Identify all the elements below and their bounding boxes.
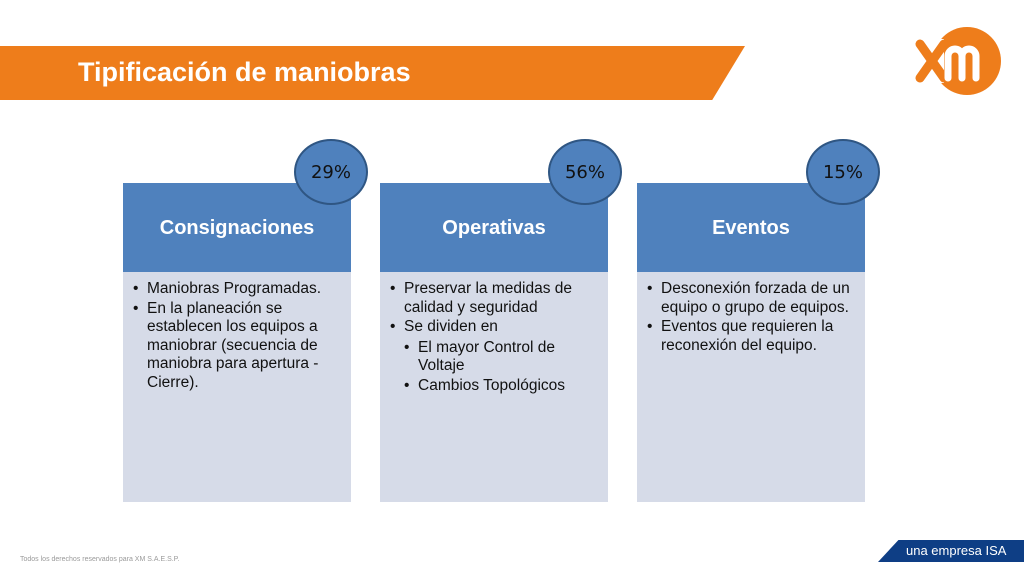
card-operativas-body xyxy=(380,272,608,502)
list-item: • Maniobras Programadas. xyxy=(133,280,345,299)
list-item: • Preservar la medidas de calidad y seguridad xyxy=(390,280,602,317)
list-item: • Eventos que requieren la reconexión del equipo. xyxy=(647,318,859,355)
percentage-badge: 29% xyxy=(294,139,368,205)
sub-bullets xyxy=(404,339,602,396)
percentage-badge: 56% xyxy=(548,139,622,205)
card-heading: Eventos xyxy=(712,217,790,239)
xm-logo xyxy=(914,26,1004,96)
list-item xyxy=(390,318,602,395)
card-heading: Consignaciones xyxy=(159,217,315,239)
card-consignaciones-body xyxy=(123,272,351,502)
list-item-text: Se dividen en xyxy=(404,318,498,335)
isa-tagline: una empresa ISA xyxy=(906,543,1007,558)
sub-list-item: • Cambios Topológicos xyxy=(404,377,602,396)
consignaciones-bullets xyxy=(133,280,345,393)
list-item: • En la planeación se establecen los equipos a maniobrar (secuencia de maniobra para apertura - Cierre). xyxy=(133,300,345,393)
copyright-text: Todos los derechos reservados para XM S.A.E.S.P. xyxy=(20,556,180,563)
eventos-bullets xyxy=(647,280,859,356)
list-item: • Desconexión forzada de un equipo o grupo de equipos. xyxy=(647,280,859,317)
page-title: Tipificación de maniobras xyxy=(78,57,411,87)
percentage-badge: 15% xyxy=(806,139,880,205)
card-heading: Operativas xyxy=(442,217,546,239)
operativas-bullets xyxy=(390,280,602,396)
card-eventos-body xyxy=(637,272,865,502)
sub-list-item: • El mayor Control de Voltaje xyxy=(404,339,602,376)
